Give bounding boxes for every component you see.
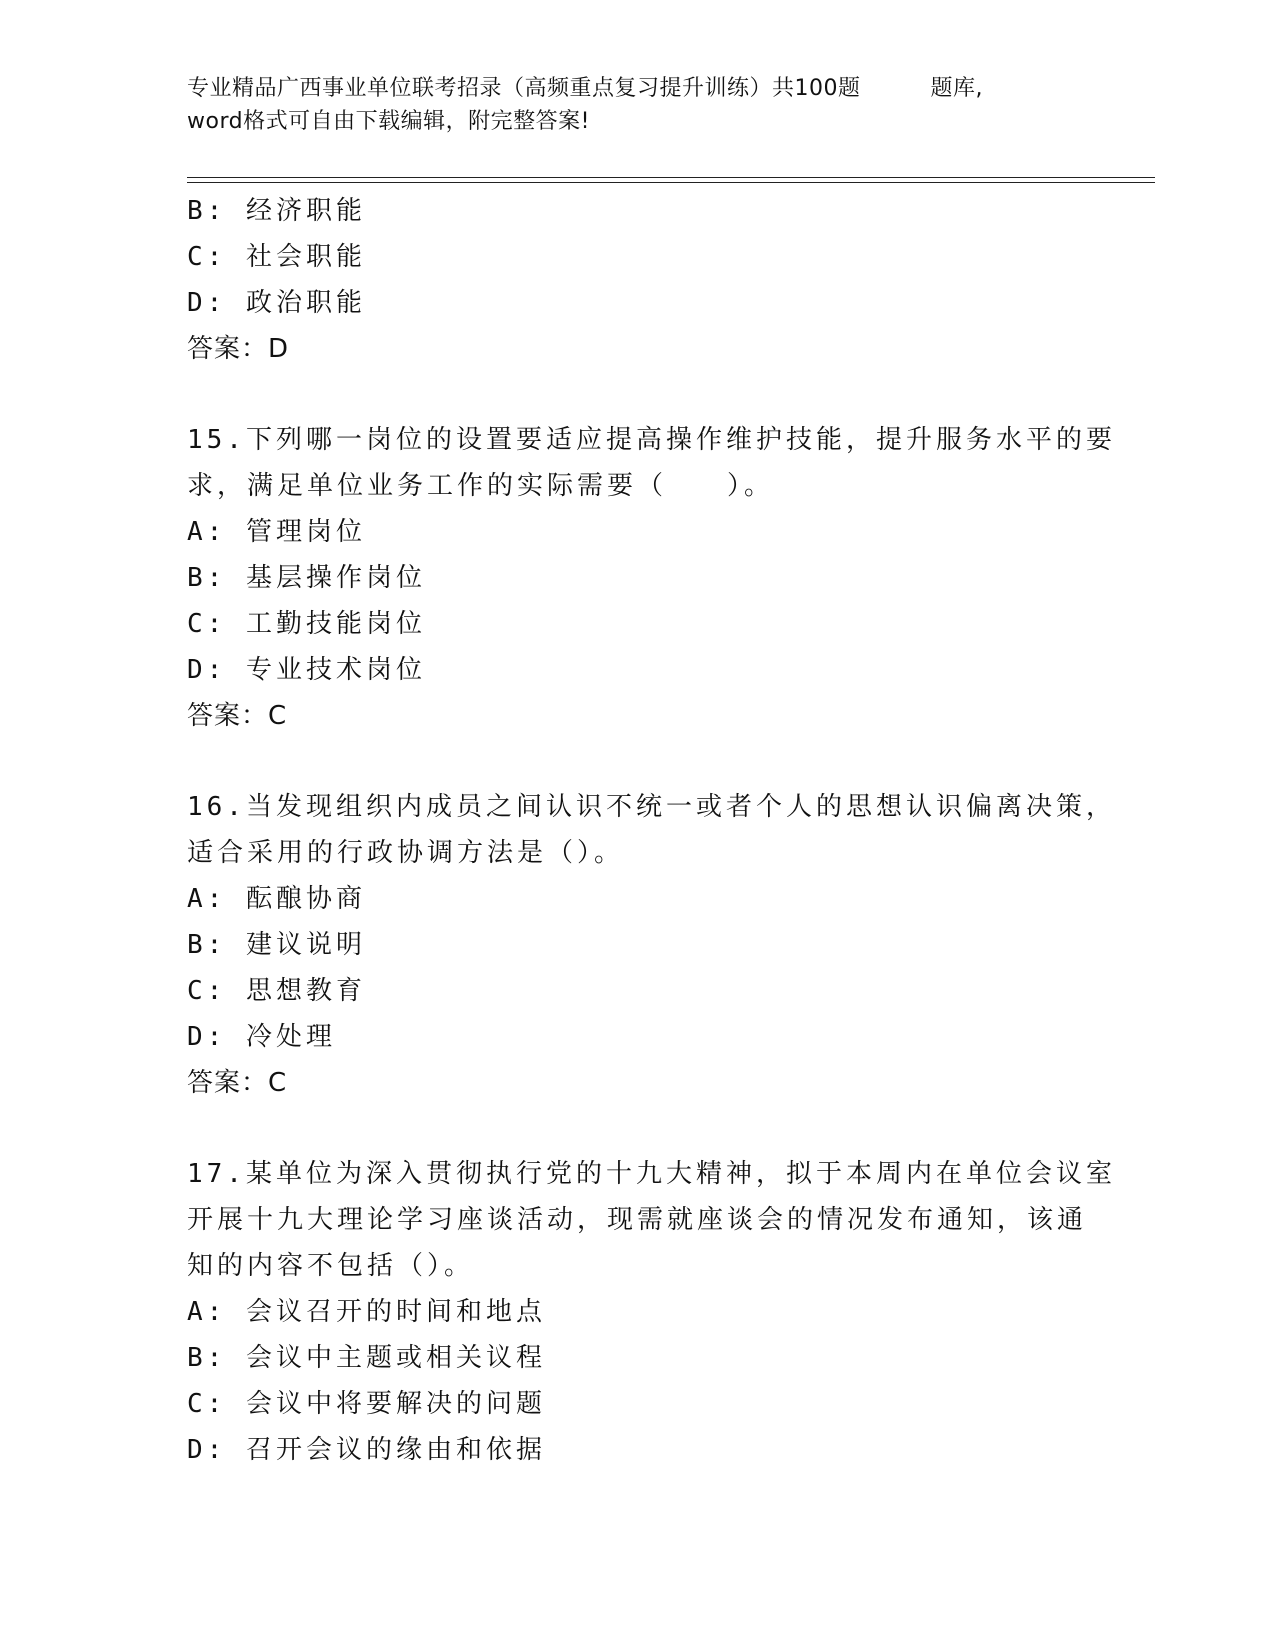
- question-17: [187, 1151, 1116, 1473]
- question-text-line: 求，满足单位业务工作的实际需要（ ）。: [187, 471, 775, 501]
- option-a: A: 会议召开的时间和地点: [187, 1297, 546, 1327]
- question-content: [187, 188, 1116, 1473]
- header-title-suffix: 题库,: [930, 76, 983, 101]
- option-b: B: 会议中主题或相关议程: [187, 1343, 546, 1373]
- option-c: C: 社会职能: [187, 242, 366, 272]
- answer-line: 答案：D: [187, 334, 290, 364]
- question-15: [187, 417, 1116, 739]
- header-divider-bottom: [187, 182, 1155, 183]
- option-d: D: 政治职能: [187, 288, 366, 318]
- answer-line: 答案：C: [187, 1068, 288, 1098]
- option-d: D: 冷处理: [187, 1022, 336, 1052]
- question-text-line: 17.某单位为深入贯彻执行党的十九大精神，拟于本周内在单位会议室: [187, 1159, 1116, 1189]
- option-c: C: 会议中将要解决的问题: [187, 1389, 546, 1419]
- option-c: C: 工勤技能岗位: [187, 609, 426, 639]
- question-text-line: 适合采用的行政协调方法是（）。: [187, 838, 625, 868]
- option-b: B: 经济职能: [187, 196, 366, 226]
- header-line-1: [187, 72, 1072, 105]
- previous-question: [187, 188, 1087, 372]
- document-header: [187, 72, 1072, 138]
- answer-line: 答案：C: [187, 701, 288, 731]
- header-title: 专业精品广西事业单位联考招录（高频重点复习提升训练）共100题: [187, 76, 861, 101]
- header-divider-top: [187, 177, 1155, 178]
- option-b: B: 建议说明: [187, 930, 366, 960]
- header-line-2: word格式可自由下载编辑，附完整答案!: [187, 109, 590, 134]
- question-16: [187, 784, 1116, 1106]
- option-a: A: 酝酿协商: [187, 884, 366, 914]
- option-c: C: 思想教育: [187, 976, 366, 1006]
- option-d: D: 专业技术岗位: [187, 655, 426, 685]
- question-text-line: 开展十九大理论学习座谈活动，现需就座谈会的情况发布通知，该通: [187, 1205, 1088, 1235]
- option-b: B: 基层操作岗位: [187, 563, 426, 593]
- option-a: A: 管理岗位: [187, 517, 366, 547]
- option-d: D: 召开会议的缘由和依据: [187, 1435, 546, 1465]
- question-text-line: 知的内容不包括（）。: [187, 1251, 475, 1281]
- question-text-line: 15.下列哪一岗位的设置要适应提高操作维护技能，提升服务水平的要: [187, 425, 1116, 455]
- question-text-line: 16.当发现组织内成员之间认识不统一或者个人的思想认识偏离决策，: [187, 792, 1116, 822]
